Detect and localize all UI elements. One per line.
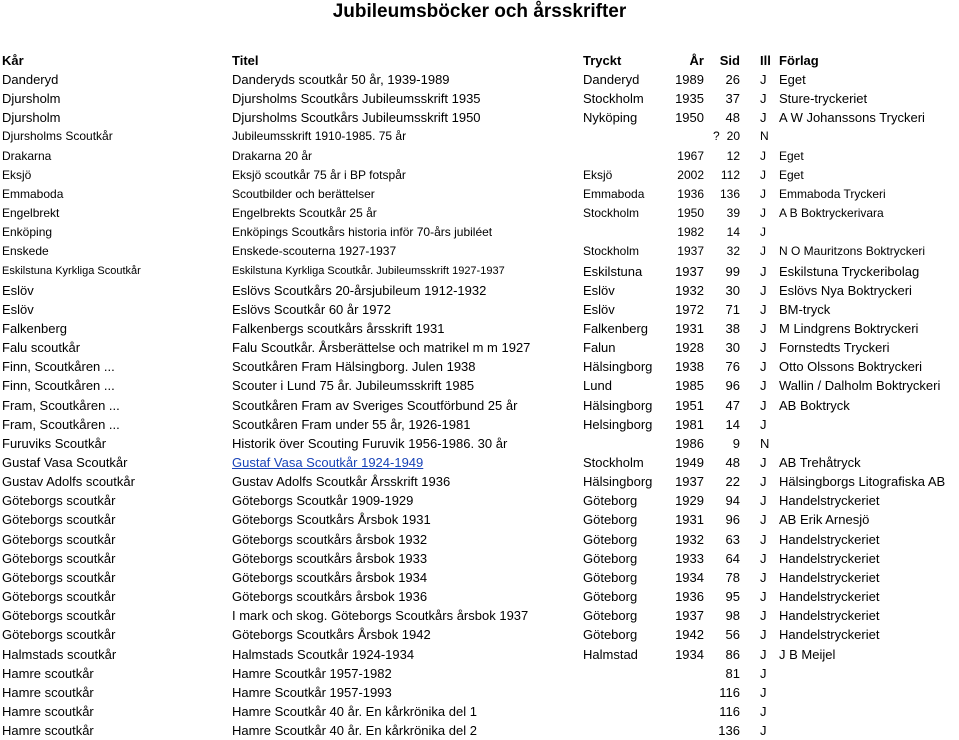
cell-sid: 95 <box>725 589 740 604</box>
cell-titel: Gustav Adolfs Scoutkår Årsskrift 1936 <box>232 474 451 489</box>
cell-forlag: Eslövs Nya Boktryckeri <box>779 283 912 298</box>
header-sid: Sid <box>719 53 740 68</box>
cell-sid: 26 <box>725 72 740 87</box>
cell-tryckt: Göteborg <box>583 532 638 547</box>
cell-tryckt: Halmstad <box>583 647 638 662</box>
cell-tryckt: Hälsingborg <box>583 359 653 374</box>
table-row <box>0 147 959 166</box>
cell-tryckt: Hälsingborg <box>583 474 653 489</box>
cell-ill: N <box>760 129 769 143</box>
cell-titel: Djursholms Scoutkårs Jubileumsskrift 1935 <box>232 91 481 106</box>
cell-sid: 94 <box>725 493 740 508</box>
cell-ill: J <box>760 398 767 413</box>
cell-forlag: Handelstryckeriet <box>779 551 880 566</box>
cell-ill: J <box>760 283 767 298</box>
cell-ill: J <box>760 417 767 432</box>
cell-kar: Gustav Adolfs scoutkår <box>2 474 135 489</box>
cell-forlag: A B Boktryckerivara <box>779 206 884 220</box>
cell-ar: 1938 <box>675 359 704 374</box>
cell-ar: ? <box>713 129 720 143</box>
cell-ill: J <box>760 570 767 585</box>
cell-kar: Eslöv <box>2 302 34 317</box>
cell-titel: Enköpings Scoutkårs historia inför 70-års jubiléet <box>232 225 493 239</box>
cell-ar: 1933 <box>675 551 704 566</box>
cell-ill: J <box>760 72 767 87</box>
cell-titel: Göteborgs Scoutkår 1909-1929 <box>232 493 414 508</box>
cell-kar: Emmaboda <box>2 187 64 201</box>
cell-kar: Fram, Scoutkåren ... <box>2 398 120 413</box>
cell-kar: Göteborgs scoutkår <box>2 627 116 642</box>
cell-kar: Enköping <box>2 225 53 239</box>
cell-sid: 48 <box>725 455 740 470</box>
cell-titel: Göteborgs scoutkårs årsbok 1933 <box>232 551 428 566</box>
table-row <box>0 702 959 721</box>
cell-sid: 12 <box>726 149 740 163</box>
cell-tryckt: Lund <box>583 378 612 393</box>
table-row <box>0 396 959 415</box>
cell-tryckt: Eslöv <box>583 283 615 298</box>
cell-forlag: Handelstryckeriet <box>779 627 880 642</box>
cell-sid: 98 <box>725 608 740 623</box>
cell-kar: Eksjö <box>2 168 32 182</box>
cell-kar: Hamre scoutkår <box>2 704 94 719</box>
cell-tryckt: Göteborg <box>583 551 638 566</box>
cell-ill: J <box>760 110 767 125</box>
cell-titel: Göteborgs scoutkårs årsbok 1936 <box>232 589 428 604</box>
cell-kar: Djursholm <box>2 110 61 125</box>
cell-forlag: J B Meijel <box>779 647 836 662</box>
cell-sid: 22 <box>725 474 740 489</box>
cell-kar: Fram, Scoutkåren ... <box>2 417 120 432</box>
cell-titel: Drakarna 20 år <box>232 149 313 163</box>
cell-sid: 30 <box>725 283 740 298</box>
header-ar: År <box>689 53 704 68</box>
cell-ill: J <box>760 206 766 220</box>
cell-tryckt: Hälsingborg <box>583 398 653 413</box>
cell-forlag: Handelstryckeriet <box>779 589 880 604</box>
cell-sid: 64 <box>725 551 740 566</box>
cell-titel: Hamre Scoutkår 40 år. En kårkrönika del 1 <box>232 704 477 719</box>
cell-sid: 30 <box>725 340 740 355</box>
cell-kar: Hamre scoutkår <box>2 685 94 700</box>
cell-ill: J <box>760 264 767 279</box>
table-row <box>0 434 959 453</box>
table-row <box>0 89 959 108</box>
cell-titel: Falu Scoutkår. Årsberättelse och matrikel m m 1927 <box>232 340 531 355</box>
cell-ar: 1972 <box>675 302 704 317</box>
cell-kar: Djursholm <box>2 91 61 106</box>
cell-sid: 76 <box>725 359 740 374</box>
cell-ar: 1950 <box>675 110 704 125</box>
cell-forlag: N O Mauritzons Boktryckeri <box>779 244 926 258</box>
table-row <box>0 530 959 549</box>
cell-sid: 96 <box>725 512 740 527</box>
table-row <box>0 281 959 300</box>
cell-kar: Göteborgs scoutkår <box>2 551 116 566</box>
cell-titel: I mark och skog. Göteborgs Scoutkårs årsbok 1937 <box>232 608 529 623</box>
cell-ill: J <box>760 302 767 317</box>
cell-titel: Eslövs Scoutkårs 20-årsjubileum 1912-1932 <box>232 283 487 298</box>
cell-ill: J <box>760 455 767 470</box>
table-row <box>0 568 959 587</box>
cell-forlag: M Lindgrens Boktryckeri <box>779 321 919 336</box>
cell-kar: Finn, Scoutkåren ... <box>2 359 115 374</box>
table-row <box>0 108 959 127</box>
cell-sid: 37 <box>725 91 740 106</box>
cell-forlag: Otto Olssons Boktryckeri <box>779 359 923 374</box>
cell-sid: 63 <box>725 532 740 547</box>
cell-kar: Furuviks Scoutkår <box>2 436 107 451</box>
cell-forlag: Eskilstuna Tryckeribolag <box>779 264 920 279</box>
cell-ill: J <box>760 378 767 393</box>
cell-ar: 1937 <box>675 474 704 489</box>
cell-titel: Scoutkåren Fram Hälsingborg. Julen 1938 <box>232 359 476 374</box>
cell-ill: J <box>760 589 767 604</box>
cell-titel: Historik över Scouting Furuvik 1956-1986. 30 år <box>232 436 508 451</box>
cell-tryckt: Nyköping <box>583 110 638 125</box>
cell-ar: 1950 <box>677 206 704 220</box>
cell-ill: J <box>760 493 767 508</box>
header-kar: Kår <box>2 53 24 68</box>
cell-ill: J <box>760 551 767 566</box>
cell-titel: Scoutkåren Fram av Sveriges Scoutförbund 25 år <box>232 398 518 413</box>
cell-titel: Eslövs Scoutkår 60 år 1972 <box>232 302 391 317</box>
cell-sid: 112 <box>720 168 740 182</box>
cell-tryckt: Falun <box>583 340 616 355</box>
cell-ill: J <box>760 532 767 547</box>
table-row <box>0 721 959 740</box>
table-row <box>0 510 959 529</box>
cell-tryckt: Stockholm <box>583 91 644 106</box>
cell-ar: 1931 <box>675 321 704 336</box>
cell-kar: Falu scoutkår <box>2 340 81 355</box>
cell-ill: J <box>760 666 767 681</box>
cell-titel: Scoutkåren Fram under 55 år, 1926-1981 <box>232 417 471 432</box>
cell-titel: Engelbrekts Scoutkår 25 år <box>232 206 377 220</box>
cell-ar: 1937 <box>675 608 704 623</box>
cell-sid: 14 <box>726 225 740 239</box>
cell-ar: 1967 <box>677 149 704 163</box>
table-row <box>0 415 959 434</box>
cell-kar: Halmstads scoutkår <box>2 647 117 662</box>
cell-sid: 38 <box>725 321 740 336</box>
cell-sid: 39 <box>726 206 740 220</box>
table-row <box>0 549 959 568</box>
header-tryckt: Tryckt <box>583 53 622 68</box>
cell-tryckt: Göteborg <box>583 589 638 604</box>
cell-ar: 1932 <box>675 532 704 547</box>
cell-sid: 136 <box>719 187 740 201</box>
cell-forlag: Sture-tryckeriet <box>779 91 868 106</box>
cell-tryckt: Danderyd <box>583 72 640 87</box>
cell-kar: Göteborgs scoutkår <box>2 589 116 604</box>
cell-kar: Engelbrekt <box>2 206 60 220</box>
cell-titel: Hamre Scoutkår 1957-1993 <box>232 685 392 700</box>
cell-ill: J <box>760 608 767 623</box>
cell-ill: J <box>760 685 767 700</box>
cell-sid: 96 <box>725 378 740 393</box>
table-row <box>0 166 959 185</box>
cell-titel: Djursholms Scoutkårs Jubileumsskrift 1950 <box>232 110 481 125</box>
cell-ill: J <box>760 340 767 355</box>
cell-titel: Halmstads Scoutkår 1924-1934 <box>232 647 415 662</box>
cell-tryckt: Göteborg <box>583 608 638 623</box>
cell-forlag: BM-tryck <box>779 302 831 317</box>
cell-ar: 1937 <box>675 264 704 279</box>
cell-kar: Gustaf Vasa Scoutkår <box>2 455 128 470</box>
table-row <box>0 683 959 702</box>
table-row <box>0 606 959 625</box>
cell-sid: 48 <box>725 110 740 125</box>
header-forlag: Förlag <box>779 53 819 68</box>
cell-forlag: AB Trehåtryck <box>779 455 861 470</box>
cell-tryckt: Göteborg <box>583 570 638 585</box>
table-row <box>0 127 959 146</box>
cell-kar: Eslöv <box>2 283 34 298</box>
cell-tryckt: Falkenberg <box>583 321 649 336</box>
cell-sid: 99 <box>725 264 740 279</box>
cell-titel: Scouter i Lund 75 år. Jubileumsskrift 1985 <box>232 378 475 393</box>
cell-sid: 20 <box>726 129 740 143</box>
cell-kar: Eskilstuna Kyrkliga Scoutkår <box>2 265 141 277</box>
table-row <box>0 664 959 683</box>
table-row <box>0 491 959 510</box>
cell-kar: Finn, Scoutkåren ... <box>2 378 115 393</box>
cell-tryckt: Stockholm <box>583 244 640 258</box>
cell-titel: Eksjö scoutkår 75 år i BP fotspår <box>232 168 406 182</box>
cell-ar: 1937 <box>677 244 704 258</box>
cell-titel: Göteborgs scoutkårs årsbok 1934 <box>232 570 428 585</box>
cell-titel: Enskede-scouterna 1927-1937 <box>232 244 397 258</box>
cell-ar: 1929 <box>675 493 704 508</box>
cell-sid: 71 <box>725 302 740 317</box>
cell-ar: 1982 <box>677 225 704 239</box>
table-row <box>0 300 959 319</box>
cell-forlag: Hälsingborgs Litografiska AB <box>779 474 946 489</box>
table-header <box>0 51 959 70</box>
title-link[interactable]: Gustaf Vasa Scoutkår 1924-1949 <box>232 455 424 470</box>
cell-ill: J <box>760 225 766 239</box>
table-row <box>0 625 959 644</box>
cell-forlag: Eget <box>779 72 806 87</box>
table-row <box>0 645 959 664</box>
table-row <box>0 262 959 281</box>
cell-ill: J <box>760 704 767 719</box>
cell-titel: Falkenbergs scoutkårs årsskrift 1931 <box>232 321 445 336</box>
table-row <box>0 587 959 606</box>
cell-tryckt: Eksjö <box>583 168 613 182</box>
header-titel: Titel <box>232 53 259 68</box>
cell-ill: J <box>760 91 767 106</box>
cell-ar: 1981 <box>675 417 704 432</box>
cell-titel: Danderyds scoutkår 50 år, 1939-1989 <box>232 72 450 87</box>
cell-ill: J <box>760 359 767 374</box>
page-title: Jubileumsböcker och årsskrifter <box>332 1 627 22</box>
cell-ill: J <box>760 474 767 489</box>
table-row <box>0 204 959 223</box>
cell-kar: Djursholms Scoutkår <box>2 129 113 143</box>
cell-tryckt: Stockholm <box>583 206 640 220</box>
cell-kar: Hamre scoutkår <box>2 666 94 681</box>
cell-ar: 1936 <box>677 187 704 201</box>
cell-ill: N <box>760 436 770 451</box>
cell-titel: Scoutbilder och berättelser <box>232 187 375 201</box>
cell-ar: 1989 <box>675 72 704 87</box>
cell-tryckt: Göteborg <box>583 512 638 527</box>
cell-tryckt: Eslöv <box>583 302 615 317</box>
cell-sid: 56 <box>725 627 740 642</box>
cell-ar: 1928 <box>675 340 704 355</box>
cell-titel: Göteborgs Scoutkårs Årsbok 1931 <box>232 512 431 527</box>
table-row <box>0 453 959 472</box>
cell-titel: Hamre Scoutkår 1957-1982 <box>232 666 392 681</box>
cell-titel: Göteborgs Scoutkårs Årsbok 1942 <box>232 627 431 642</box>
cell-sid: 86 <box>725 647 740 662</box>
table-row <box>0 223 959 242</box>
cell-forlag: AB Boktryck <box>779 398 850 413</box>
cell-ar: 1931 <box>675 512 704 527</box>
cell-ar: 1934 <box>675 647 704 662</box>
cell-forlag: Wallin / Dalholm Boktryckeri <box>779 378 941 393</box>
cell-forlag: Handelstryckeriet <box>779 532 880 547</box>
cell-ill: J <box>760 168 766 182</box>
table-row <box>0 472 959 491</box>
cell-ar: 1932 <box>675 283 704 298</box>
cell-kar: Göteborgs scoutkår <box>2 512 116 527</box>
cell-ill: J <box>760 647 767 662</box>
table-row <box>0 338 959 357</box>
cell-ill: J <box>760 512 767 527</box>
cell-titel: Eskilstuna Kyrkliga Scoutkår. Jubileumsskrift 1927-1937 <box>232 265 505 277</box>
table-row <box>0 357 959 376</box>
cell-ar: 1951 <box>675 398 704 413</box>
cell-tryckt: Helsingborg <box>583 417 653 432</box>
cell-kar: Göteborgs scoutkår <box>2 532 116 547</box>
cell-ill: J <box>760 244 766 258</box>
cell-sid: 78 <box>725 570 740 585</box>
cell-ar: 1935 <box>675 91 704 106</box>
cell-sid: 47 <box>725 398 740 413</box>
cell-sid: 136 <box>718 723 740 738</box>
cell-sid: 116 <box>719 685 740 700</box>
cell-ill: J <box>760 627 767 642</box>
cell-forlag: Eget <box>779 149 804 163</box>
cell-titel: Jubileumsskrift 1910-1985. 75 år <box>232 129 407 143</box>
cell-kar: Göteborgs scoutkår <box>2 608 116 623</box>
cell-titel: Göteborgs scoutkårs årsbok 1932 <box>232 532 428 547</box>
cell-ill: J <box>760 187 766 201</box>
table-row <box>0 319 959 338</box>
cell-ill: J <box>760 723 767 738</box>
cell-ar: 1936 <box>675 589 704 604</box>
cell-forlag: Handelstryckeriet <box>779 608 880 623</box>
cell-forlag: Handelstryckeriet <box>779 570 880 585</box>
cell-ar: 1986 <box>675 436 704 451</box>
cell-tryckt: Göteborg <box>583 493 638 508</box>
cell-ar: 1949 <box>675 455 704 470</box>
table-row <box>0 242 959 261</box>
cell-kar: Göteborgs scoutkår <box>2 493 116 508</box>
cell-tryckt: Eskilstuna <box>583 264 643 279</box>
table-row <box>0 70 959 89</box>
cell-ill: J <box>760 321 767 336</box>
cell-ar: 1934 <box>675 570 704 585</box>
cell-tryckt: Emmaboda <box>583 187 645 201</box>
cell-kar: Danderyd <box>2 72 59 87</box>
cell-kar: Hamre scoutkår <box>2 723 94 738</box>
header-ill: Ill <box>760 53 771 68</box>
cell-forlag: A W Johanssons Tryckeri <box>779 110 925 125</box>
cell-sid: 9 <box>732 436 740 451</box>
table-row <box>0 376 959 395</box>
cell-kar: Göteborgs scoutkår <box>2 570 116 585</box>
cell-forlag: Fornstedts Tryckeri <box>779 340 890 355</box>
cell-kar: Falkenberg <box>2 321 68 336</box>
cell-forlag: Emmaboda Tryckeri <box>779 187 886 201</box>
cell-kar: Enskede <box>2 244 49 258</box>
cell-ar: 1985 <box>675 378 704 393</box>
cell-tryckt: Stockholm <box>583 455 644 470</box>
cell-tryckt: Göteborg <box>583 627 638 642</box>
cell-ill: J <box>760 149 766 163</box>
cell-forlag: AB Erik Arnesjö <box>779 512 870 527</box>
cell-sid: 81 <box>725 666 740 681</box>
cell-forlag: Eget <box>779 168 804 182</box>
cell-ar: 2002 <box>677 168 704 182</box>
cell-sid: 32 <box>726 244 740 258</box>
cell-forlag: Handelstryckeriet <box>779 493 880 508</box>
cell-titel: Hamre Scoutkår 40 år. En kårkrönika del 2 <box>232 723 477 738</box>
cell-sid: 116 <box>719 704 740 719</box>
table-row <box>0 185 959 204</box>
cell-ar: 1942 <box>675 627 704 642</box>
cell-sid: 14 <box>725 417 740 432</box>
cell-kar: Drakarna <box>2 149 52 163</box>
